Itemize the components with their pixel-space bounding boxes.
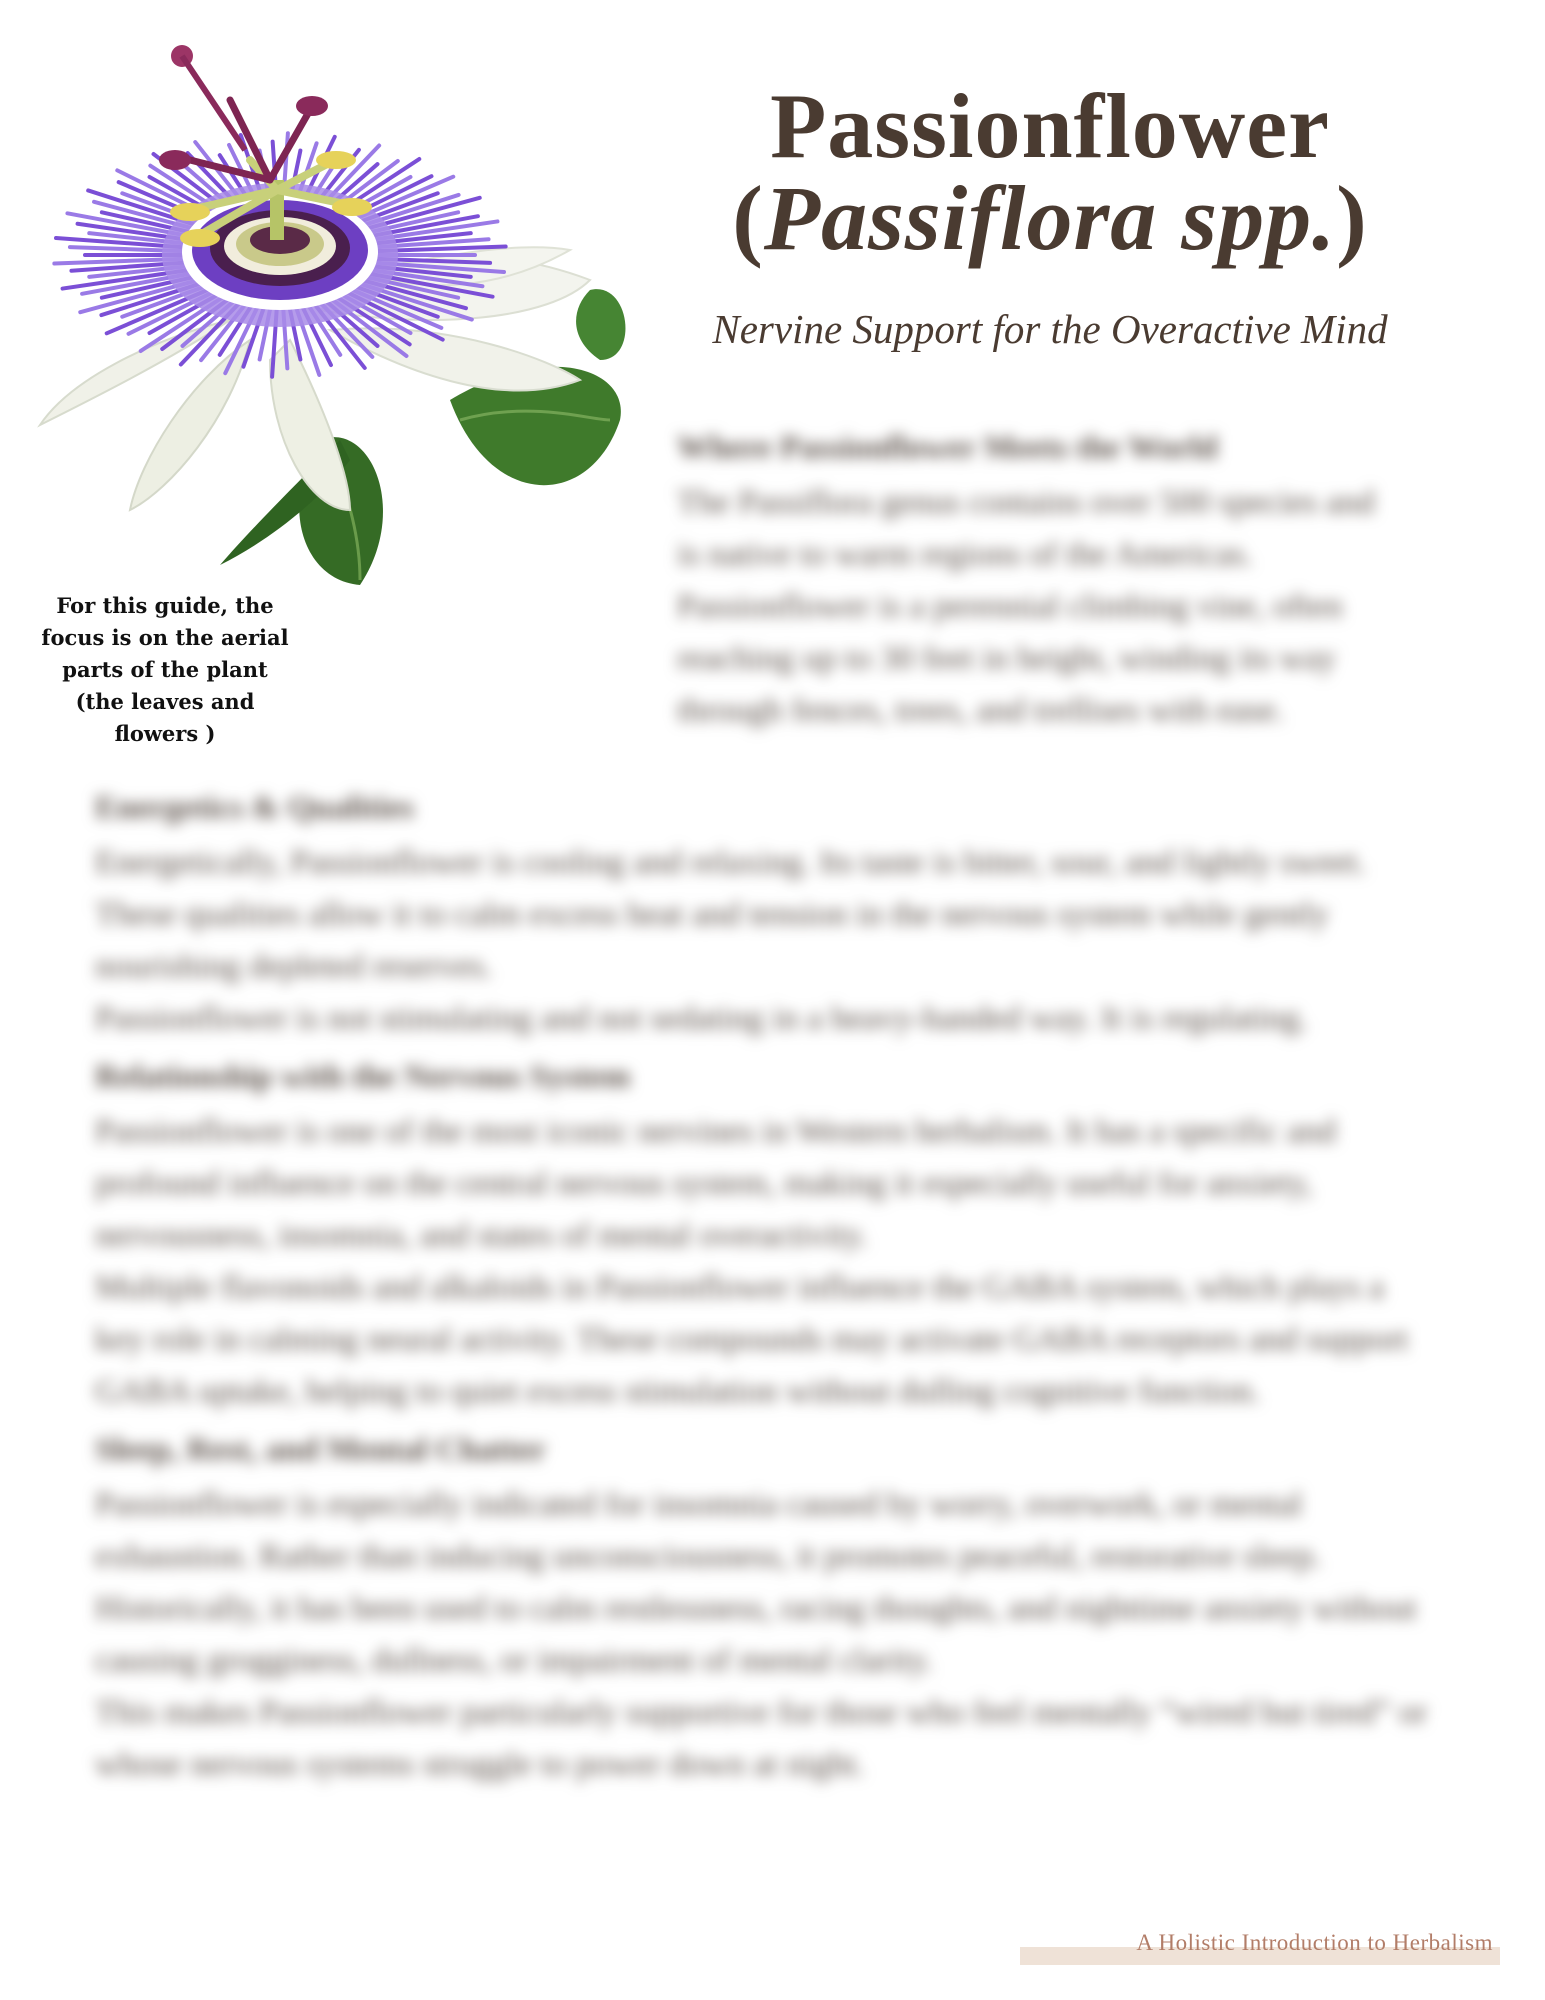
passionflower-illustration	[30, 40, 630, 595]
passionflower-image	[30, 40, 630, 595]
section-heading: Energetics & Qualities	[95, 790, 414, 826]
title-open-paren: (	[732, 167, 764, 269]
intro-section	[677, 430, 1377, 737]
section-paragraph: This makes Passionflower particularly supportive for those who feel mentally “wired but tired” or whose nervous systems struggle to power down at night.	[95, 1694, 1428, 1783]
title-common-name: Passionflower	[770, 75, 1330, 177]
title-close-paren: )	[1336, 167, 1368, 269]
section-heading: Sleep, Rest, and Mental Chatter	[95, 1432, 546, 1468]
section-paragraph: Multiple flavonoids and alkaloids in Passionflower influence the GABA system, which plays a key role in calming neural activity. These compounds may activate GABA receptors and support GABA uptake, helping to quiet excess stimulation without dulling cognitive function.	[95, 1269, 1409, 1410]
section-heading: Relationship with the Nervous System	[95, 1059, 631, 1095]
title-scientific-name: Passiflora spp.	[763, 167, 1337, 269]
section-paragraph: Passionflower is especially indicated for insomnia caused by worry, overwork, or mental exhaustion. Rather than inducing unconsciousness, it promotes peaceful, restorative sleep. Historically, it has been used to calm restlessness, racing thoughts, and nighttime anxiety without causing grogginess, dullness, or impairment of mental clarity.	[95, 1486, 1417, 1679]
section-energetics	[95, 790, 1435, 1045]
main-sections	[95, 790, 1435, 1805]
page-subtitle: Nervine Support for the Overactive Mind	[712, 306, 1388, 352]
section-nervous-system	[95, 1059, 1435, 1418]
section-heading: Where Passionflower Meets the World	[677, 430, 1218, 466]
image-caption: For this guide, the focus is on the aerial parts of the plant (the leaves and flowers )	[41, 593, 289, 746]
title-scientific-line	[700, 167, 1400, 269]
section-paragraph: Passionflower is not stimulating and not sedating in a heavy-handed way. It is regulating.	[95, 1000, 1309, 1037]
section-paragraph: The Passiflora genus contains over 500 species and is native to warm regions of the Americas. Passionflower is a perennial climbing vine, often reaching up to 30 feet in height, winding its way through fences, trees, and trellises with ease.	[677, 484, 1375, 729]
section-sleep	[95, 1432, 1435, 1791]
footer-title: A Holistic Introduction to Herbalism	[1136, 1930, 1493, 1955]
section-paragraph: Passionflower is one of the most iconic nervines in Western herbalism. It has a specific and profound influence on the central nervous system, making it especially useful for anxiety, nervousness, insomnia, and states of mental overactivity.	[95, 1113, 1337, 1254]
section-paragraph: Energetically, Passionflower is cooling and relaxing. Its taste is bitter, sour, and lightly sweet. These qualities allow it to calm excess heat and tension in the nervous system while gently nourishing depleted reserves.	[95, 844, 1367, 985]
page-title	[700, 75, 1400, 269]
